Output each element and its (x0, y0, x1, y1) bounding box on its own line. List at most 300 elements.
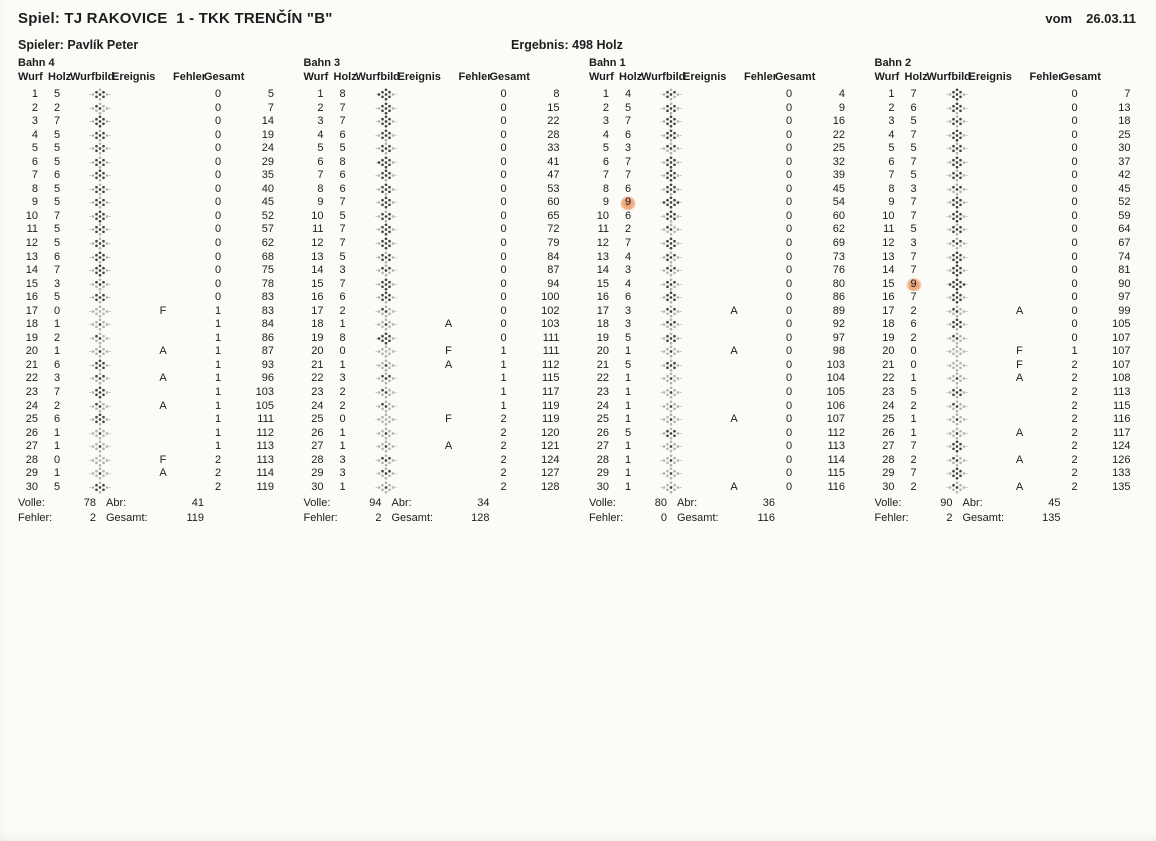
fehler-cell: 0 (785, 101, 793, 114)
fehler-cell: 0 (785, 386, 793, 399)
wurfbild-icon (72, 129, 128, 143)
ereignis-cell (128, 359, 198, 373)
gesamt-cell: 9 (838, 101, 845, 114)
fehler-cell: 2 (214, 480, 222, 493)
ereignis-cell (985, 413, 1055, 427)
pin-diagram (660, 359, 682, 372)
wurf-cell: 29 (25, 467, 38, 480)
throw-rows (871, 88, 1156, 494)
holz-cell: 1 (339, 426, 346, 439)
holz-cell: 1 (53, 345, 61, 358)
wurf-cell: 21 (311, 358, 324, 371)
lane-bahn-2 (871, 57, 1156, 525)
score-row (585, 156, 871, 170)
ereignis-cell (699, 454, 769, 468)
score-row (585, 88, 871, 102)
score-row (300, 210, 586, 224)
ereignis-cell (414, 305, 484, 319)
ereignis-cell (128, 88, 198, 102)
fehler-cell: 0 (214, 196, 222, 209)
gesamt-cell: 103 (826, 358, 845, 371)
score-row (585, 223, 871, 237)
score-row (14, 88, 300, 102)
ereignis-cell (699, 251, 769, 265)
ereignis-cell (985, 210, 1055, 224)
gesamt-cell: 111 (542, 331, 560, 344)
ereignis-cell (128, 332, 198, 346)
gesamt-cell: 124 (541, 453, 560, 466)
pin-diagram (89, 467, 111, 480)
wurf-cell: 1 (602, 88, 609, 100)
wurfbild-icon (643, 223, 699, 237)
gesamt-cell: 52 (1118, 196, 1131, 209)
lane-bahn-4 (14, 57, 300, 525)
wurf-cell: 18 (25, 318, 38, 331)
gesamt-label: Gesamt: (106, 511, 148, 524)
wurfbild-icon (643, 413, 699, 427)
score-row (300, 264, 586, 278)
wurf-cell: 29 (311, 467, 324, 480)
pin-diagram (375, 291, 397, 304)
holz-cell: 3 (624, 304, 632, 317)
score-row (300, 183, 586, 197)
gesamt-cell: 76 (832, 264, 845, 277)
holz-cell: 4 (624, 88, 632, 100)
holz-cell: 5 (910, 142, 917, 155)
fehler-cell: 0 (214, 277, 222, 290)
wurf-cell: 6 (888, 155, 895, 168)
wurfbild-icon (358, 278, 414, 292)
pin-diagram (660, 440, 682, 453)
ereignis-cell (414, 237, 484, 251)
holz-cell: 1 (53, 426, 61, 439)
gesamt-cell: 114 (827, 453, 845, 466)
fehler-cell: 0 (500, 142, 507, 155)
ereignis-cell: A (444, 358, 453, 371)
fehler-cell: 0 (785, 264, 793, 277)
pin-diagram (660, 291, 682, 304)
wurfbild-icon (358, 156, 414, 170)
column-header-wurf: Wurf (18, 71, 43, 83)
wurfbild-icon (358, 251, 414, 265)
holz-cell: 4 (624, 250, 632, 263)
wurfbild-icon (929, 264, 985, 278)
fehler-cell: 0 (500, 88, 507, 100)
gesamt-cell: 65 (547, 209, 560, 222)
holz-cell: 2 (53, 101, 61, 114)
pin-diagram (89, 210, 111, 223)
gesamt-cell: 72 (547, 223, 560, 236)
pin-diagram (946, 332, 968, 345)
gesamt-cell: 32 (832, 155, 845, 168)
volle-value: 80 (654, 497, 667, 510)
ereignis-cell (414, 88, 484, 102)
ereignis-cell (128, 129, 198, 143)
pin-diagram (660, 264, 682, 277)
holz-cell: 7 (339, 101, 346, 114)
pin-diagram (660, 223, 682, 236)
gesamt-cell: 124 (1112, 440, 1131, 453)
wurfbild-icon (643, 237, 699, 251)
score-row (300, 467, 586, 481)
wurfbild-icon (929, 237, 985, 251)
gesamt-cell: 24 (261, 142, 274, 155)
holz-cell: 7 (339, 115, 346, 128)
wurf-cell: 20 (311, 345, 324, 358)
pin-diagram (89, 305, 111, 318)
ereignis-cell (128, 278, 198, 292)
wurf-cell: 4 (888, 128, 895, 141)
pin-diagram (375, 169, 397, 182)
gesamt-cell: 135 (1112, 480, 1131, 493)
wurfbild-icon (643, 372, 699, 386)
holz-cell: 1 (624, 480, 632, 493)
wurf-cell: 2 (31, 101, 38, 114)
gesamt-cell: 64 (1118, 223, 1131, 236)
score-row (585, 291, 871, 305)
gesamt-cell: 30 (1118, 142, 1131, 155)
wurf-cell: 12 (25, 237, 38, 250)
gesamt-cell: 92 (832, 318, 845, 331)
fehler-cell: 0 (214, 128, 222, 141)
pin-diagram (375, 210, 397, 223)
wurf-cell: 7 (888, 169, 895, 182)
wurfbild-icon (929, 305, 985, 319)
gesamt-cell: 111 (257, 413, 274, 426)
wurfbild-icon (929, 223, 985, 237)
pin-diagram (89, 102, 111, 115)
ereignis-cell: A (730, 304, 738, 317)
ereignis-cell (985, 400, 1055, 414)
score-row (14, 454, 300, 468)
wurf-cell: 22 (596, 372, 609, 385)
gesamt-cell: 112 (827, 426, 845, 439)
fehler-cell: 0 (1071, 196, 1078, 209)
fehler-cell: 0 (500, 196, 507, 209)
score-row (14, 467, 300, 481)
wurf-cell: 25 (882, 413, 895, 426)
wurfbild-icon (358, 305, 414, 319)
wurf-cell: 27 (25, 440, 38, 453)
fehler-cell: 1 (500, 399, 507, 412)
wurf-cell: 27 (882, 440, 895, 453)
pin-diagram (375, 481, 397, 494)
holz-cell: 5 (53, 223, 61, 236)
pin-diagram (375, 427, 397, 440)
holz-cell: 0 (339, 345, 346, 358)
gesamt-cell: 87 (547, 264, 560, 277)
score-row (14, 372, 300, 386)
wurf-cell: 26 (596, 426, 609, 439)
gesamt-cell: 128 (541, 480, 560, 493)
ereignis-cell (699, 372, 769, 386)
gesamt-cell: 86 (832, 291, 845, 304)
pin-diagram (375, 142, 397, 155)
wurfbild-icon (643, 129, 699, 143)
pin-diagram (375, 237, 397, 250)
fehler-value: 2 (89, 511, 96, 524)
gesamt-cell: 104 (826, 372, 845, 385)
wurfbild-icon (72, 440, 128, 454)
holz-cell: 5 (910, 386, 917, 399)
ereignis-cell (128, 386, 198, 400)
wurfbild-icon (358, 359, 414, 373)
pin-diagram (375, 129, 397, 142)
holz-cell: 1 (624, 372, 632, 385)
ereignis-cell (128, 237, 198, 251)
ereignis-cell (128, 210, 198, 224)
pin-diagram (375, 251, 397, 264)
ereignis-cell (414, 454, 484, 468)
wurf-cell: 25 (25, 413, 38, 426)
wurfbild-icon (358, 345, 414, 359)
ereignis-cell (414, 169, 484, 183)
fehler-cell: 1 (500, 386, 507, 399)
volle-label: Volle: (18, 497, 45, 510)
abr-label: Abr: (677, 497, 698, 510)
wurfbild-icon (358, 372, 414, 386)
score-row (14, 129, 300, 143)
wurf-cell: 21 (25, 358, 38, 371)
score-row (585, 183, 871, 197)
date-label: vom (1045, 11, 1073, 26)
gesamt-cell: 114 (256, 467, 274, 480)
wurfbild-icon (929, 467, 985, 481)
wurfbild-icon (643, 264, 699, 278)
score-row (585, 454, 871, 468)
pin-diagram (946, 481, 968, 494)
holz-cell: 5 (910, 115, 917, 128)
gesamt-cell: 74 (1118, 250, 1131, 263)
score-row (14, 196, 300, 210)
wurf-cell: 19 (25, 331, 38, 344)
ereignis-cell (985, 251, 1055, 265)
lanes (14, 57, 1156, 525)
wurf-cell: 14 (25, 264, 38, 277)
score-row (585, 440, 871, 454)
wurfbild-icon (643, 400, 699, 414)
wurf-cell: 2 (888, 101, 895, 114)
ereignis-cell (128, 481, 198, 495)
wurf-cell: 30 (882, 480, 895, 493)
fehler-cell: 0 (1071, 209, 1078, 222)
score-row (585, 372, 871, 386)
fehler-cell: 2 (1071, 426, 1078, 439)
fehler-cell: 0 (785, 372, 793, 385)
wurf-cell: 13 (882, 250, 895, 263)
gesamt-cell: 75 (261, 264, 274, 277)
wurfbild-icon (643, 386, 699, 400)
score-row (871, 223, 1156, 237)
score-row (300, 156, 586, 170)
gesamt-cell: 19 (261, 128, 274, 141)
pin-diagram (660, 305, 682, 318)
fehler-label: Fehler: (18, 511, 53, 524)
wurfbild-icon (929, 129, 985, 143)
ereignis-cell (699, 318, 769, 332)
fehler-cell: 0 (214, 291, 222, 304)
score-row (300, 142, 586, 156)
pin-diagram (946, 156, 968, 169)
score-row (14, 359, 300, 373)
wurfbild-icon (643, 156, 699, 170)
holz-cell: 7 (624, 169, 632, 182)
ereignis-cell (985, 142, 1055, 156)
pin-diagram (375, 400, 397, 413)
wurfbild-icon (72, 156, 128, 170)
ereignis-cell (985, 183, 1055, 197)
score-row (871, 413, 1156, 427)
wurfbild-icon (643, 142, 699, 156)
pin-diagram (89, 291, 111, 304)
wurfbild-icon (643, 467, 699, 481)
wurf-cell: 12 (882, 237, 895, 250)
score-row (14, 156, 300, 170)
wurf-cell: 3 (31, 115, 38, 128)
column-header-holz: Holz (904, 71, 928, 83)
score-row (300, 427, 586, 441)
pin-diagram (89, 88, 111, 101)
fehler-cell: 1 (214, 399, 222, 412)
holz-cell: 7 (910, 209, 917, 222)
wurfbild-icon (358, 169, 414, 183)
wurfbild-icon (72, 481, 128, 495)
pin-diagram (375, 264, 397, 277)
fehler-cell: 0 (500, 331, 507, 344)
holz-cell: 1 (910, 426, 917, 439)
pin-diagram (660, 400, 682, 413)
gesamt-cell: 113 (256, 453, 274, 466)
volle-value: 94 (369, 497, 382, 510)
wurfbild-icon (643, 278, 699, 292)
wurf-cell: 1 (888, 88, 895, 100)
ereignis-cell: A (159, 467, 167, 480)
gesamt-cell: 5 (267, 88, 274, 100)
ereignis-cell: A (1015, 453, 1024, 466)
ereignis-cell (128, 102, 198, 116)
score-row (871, 427, 1156, 441)
fehler-cell: 0 (500, 115, 507, 128)
fehler-cell: 2 (214, 453, 222, 466)
holz-cell: 7 (910, 128, 917, 141)
column-header-wurfbild: Wurfbild (641, 71, 686, 83)
wurf-cell: 14 (596, 264, 609, 277)
pin-diagram (375, 305, 397, 318)
wurfbild-icon (929, 183, 985, 197)
ereignis-cell (985, 278, 1055, 292)
gesamt-cell: 107 (826, 413, 845, 426)
gesamt-cell: 115 (1112, 399, 1131, 412)
pin-diagram (660, 156, 682, 169)
pin-diagram (946, 264, 968, 277)
wurfbild-icon (358, 413, 414, 427)
fehler-cell: 1 (214, 345, 222, 358)
holz-cell: 7 (624, 155, 632, 168)
pin-diagram (660, 210, 682, 223)
wurf-cell: 15 (311, 277, 324, 290)
pin-diagram (89, 454, 111, 467)
holz-cell: 5 (910, 169, 917, 182)
wurf-cell: 25 (311, 413, 324, 426)
ereignis-cell (414, 156, 484, 170)
score-row (300, 129, 586, 143)
gesamt-value: 116 (757, 511, 775, 524)
score-row (871, 251, 1156, 265)
gesamt-cell: 59 (1118, 209, 1131, 222)
wurfbild-icon (72, 223, 128, 237)
pin-diagram (946, 210, 968, 223)
volle-value: 78 (83, 497, 96, 510)
wurf-cell: 17 (311, 304, 324, 317)
wurfbild-icon (72, 454, 128, 468)
fehler-cell: 0 (785, 115, 793, 128)
score-row (871, 440, 1156, 454)
gesamt-cell: 45 (1118, 182, 1131, 195)
wurf-cell: 28 (311, 453, 324, 466)
wurfbild-icon (72, 142, 128, 156)
column-header-wurfbild: Wurfbild (355, 71, 400, 83)
score-row (585, 169, 871, 183)
wurf-cell: 17 (596, 304, 609, 317)
score-row (871, 345, 1156, 359)
holz-cell: 1 (624, 345, 632, 358)
holz-cell: 5 (53, 88, 61, 100)
wurf-cell: 25 (596, 413, 609, 426)
pin-diagram (660, 454, 682, 467)
wurfbild-icon (358, 88, 414, 102)
wurf-cell: 24 (596, 399, 609, 412)
wurf-cell: 6 (31, 155, 38, 168)
result-total: Ergebnis: 498 Holz (511, 38, 623, 52)
column-headers (871, 71, 1156, 88)
ereignis-cell (128, 115, 198, 129)
fehler-cell: 0 (214, 237, 222, 250)
ereignis-cell: F (445, 345, 452, 358)
wurfbild-icon (643, 88, 699, 102)
score-row (871, 291, 1156, 305)
ereignis-cell (985, 169, 1055, 183)
pin-diagram (660, 169, 682, 182)
ereignis-cell (699, 223, 769, 237)
fehler-value: 0 (660, 511, 667, 524)
pin-diagram (946, 183, 968, 196)
fehler-cell: 0 (785, 128, 793, 141)
gesamt-cell: 103 (255, 386, 274, 399)
gesamt-cell: 119 (256, 480, 274, 493)
pin-diagram (946, 427, 968, 440)
column-header-fehler: Fehler (744, 71, 778, 83)
score-row (14, 332, 300, 346)
pin-diagram (660, 427, 682, 440)
score-row (14, 102, 300, 116)
ereignis-cell (699, 278, 769, 292)
holz-cell: 6 (339, 182, 346, 195)
pin-diagram (89, 156, 111, 169)
wurf-cell: 5 (888, 142, 895, 155)
gesamt-cell: 42 (1118, 169, 1131, 182)
pin-diagram (946, 400, 968, 413)
throw-rows (300, 88, 586, 494)
ereignis-cell (985, 156, 1055, 170)
pin-diagram (660, 413, 682, 426)
wurfbild-icon (929, 291, 985, 305)
wurf-cell: 23 (311, 386, 324, 399)
holz-cell: 8 (339, 331, 346, 344)
wurfbild-icon (358, 467, 414, 481)
score-row (300, 400, 586, 414)
score-row (871, 183, 1156, 197)
pin-diagram (660, 88, 682, 101)
